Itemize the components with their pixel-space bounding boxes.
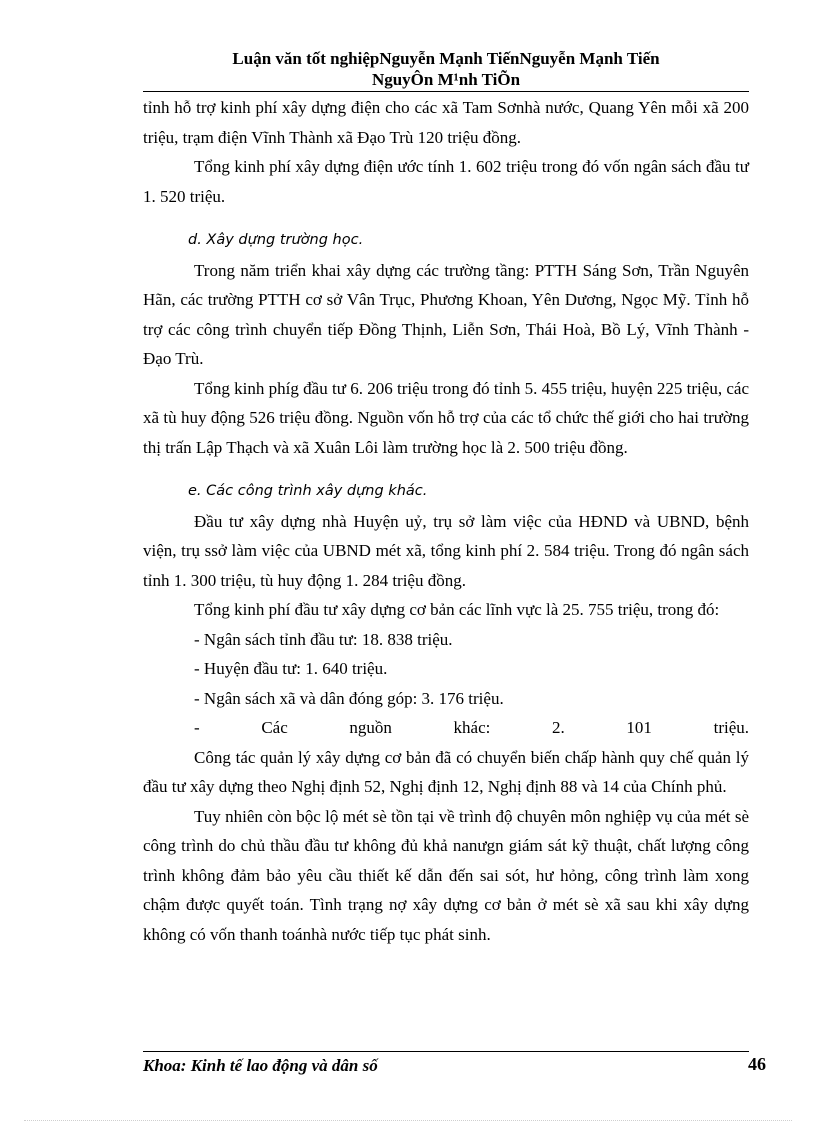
page-header: [143, 48, 749, 90]
paragraph: Tổng kinh phíg đầu tư 6. 206 triệu trong đó tỉnh 5. 455 triệu, huyện 225 triệu, các xã tù huy động 526 triệu đồng. Nguồn vốn hỗ trợ của các tổ chức thế giới cho hai trường thị trấn Lập Thạch và xã Xuân Lôi làm trường học là 2. 500 triệu đồng.: [143, 378, 749, 457]
footer-divider: [143, 1051, 749, 1052]
header-divider: [143, 91, 749, 92]
list-item: - Huyện đầu tư: 1. 640 triệu.: [194, 659, 388, 678]
header-title: Luận văn tốt nghiệpNguyễn Mạnh TiếnNguyễn Mạnh Tiến: [232, 49, 660, 68]
paragraph: Công tác quản lý xây dựng cơ bản đã có chuyển biến chấp hành quy chế quản lý đầu tư xây dựng theo Nghị định 52, Nghị định 12, Nghị định 88 và 14 của Chính phủ.: [143, 747, 749, 796]
paragraph: Tổng kinh phí xây dựng điện ước tính 1. 602 triệu trong đó vốn ngân sách đầu tư 1. 520 triệu.: [143, 157, 749, 206]
paragraph: Tuy nhiên còn bộc lộ mét sè tồn tại về trình độ chuyên môn nghiệp vụ của mét sè công trình do chủ thầu đầu tư không đủ khả nanưgn giám sát kỹ thuật, chất lượng công trình không đảm bảo yêu cầu thiết kế dẫn đến sai sót, hư hỏng, công trình làm xong chậm được quyết toán. Tình trạng nợ xây dựng cơ bản ở mét sè xã sau khi xây dựng không có vốn thanh toánhà nước tiếp tục phát sinh.: [143, 806, 749, 944]
footer-faculty: Khoa: Kinh tế lao động và dân số: [143, 1056, 378, 1075]
list-item: - Ngân sách xã và dân đóng góp: 3. 176 triệu.: [194, 688, 504, 708]
document-body: [143, 93, 749, 949]
section-heading: d. Xây dựng trường học.: [188, 232, 364, 248]
paragraph: tỉnh hỗ trợ kinh phí xây dựng điện cho các xã Tam Sơnhà nước, Quang Yên mỗi xã 200 triệu, trạm điện Vĩnh Thành xã Đạo Trù 120 triệu đồng.: [143, 98, 749, 147]
list-item: - Các nguồn khác: 2. 101 triệu.: [194, 718, 749, 737]
page-number: 46: [748, 1054, 766, 1074]
paragraph: Trong năm triển khai xây dựng các trường tầng: PTTH Sáng Sơn, Trần Nguyên Hãn, các trường PTTH cơ sở Vân Trục, Phương Khoan, Yên Dương, Ngọc Mỹ. Tỉnh hỗ trợ các công trình chuyển tiếp Đồng Thịnh, Liễn Sơn, Thái Hoà, Bồ Lý, Vĩnh Thành - Đạo Trù.: [143, 260, 749, 368]
page-edge: [24, 1120, 792, 1121]
list-item: - Ngân sách tỉnh đầu tư: 18. 838 triệu.: [194, 629, 453, 649]
section-heading: e. Các công trình xây dựng khác.: [188, 483, 428, 499]
paragraph: Tổng kinh phí đầu tư xây dựng cơ bản các lĩnh vực là 25. 755 triệu, trong đó:: [194, 600, 720, 619]
header-author: NguyÔn M¹nh TiÕn: [371, 70, 521, 89]
paragraph: Đầu tư xây dựng nhà Huyện uỷ, trụ sở làm việc của HĐND và UBND, bệnh viện, trụ ssở làm việc của UBND mét xã, tổng kinh phí 2. 584 triệu. Trong đó ngân sách tỉnh 1. 300 triệu, tù huy động 1. 284 triệu đồng.: [143, 511, 749, 590]
